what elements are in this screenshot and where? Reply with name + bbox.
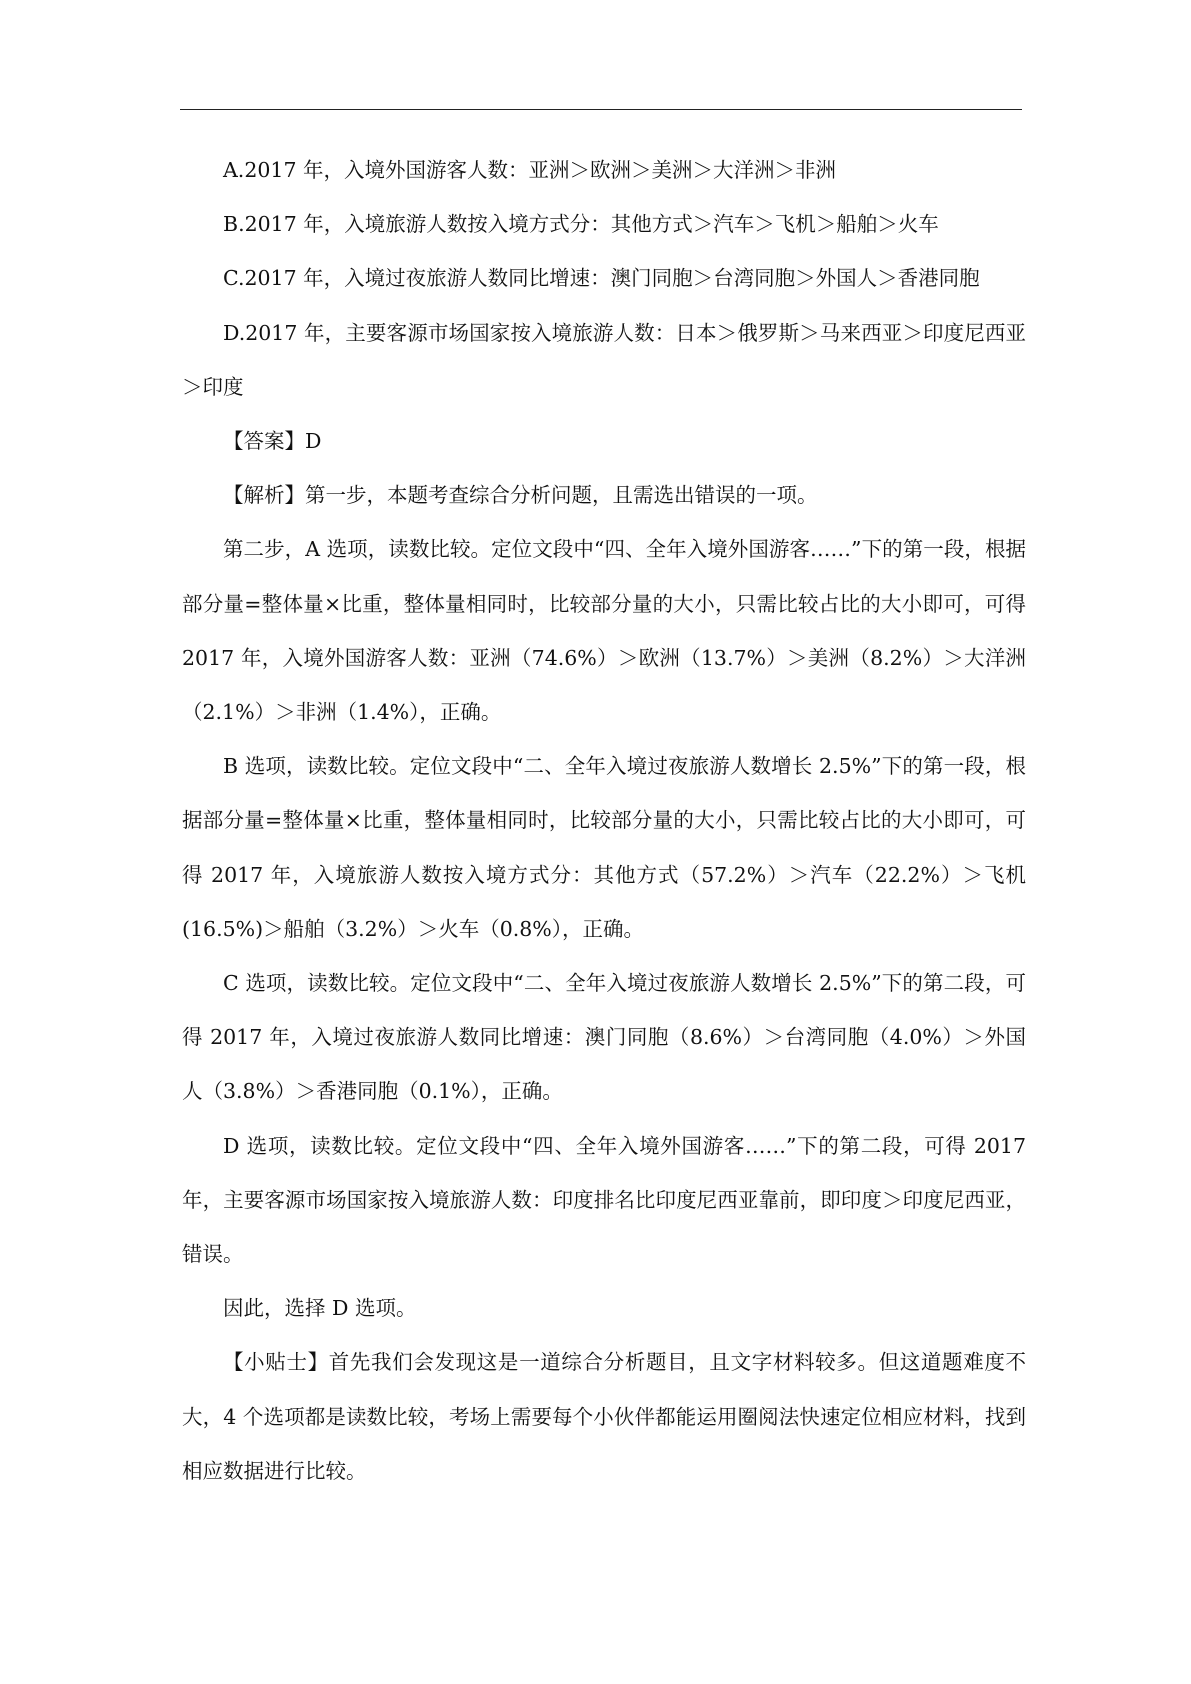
analysis-option-c: C 选项，读数比较。定位文段中“二、全年入境过夜旅游人数增长 2.5%”下的第二段，可得 2017 年，入境过夜旅游人数同比增速：澳门同胞（8.6%）＞台湾同胞（4.0%）＞外国人（3.8%）＞香港同胞（0.1%），正确。: [182, 971, 1026, 1104]
document-body: [182, 143, 1026, 1498]
analysis-conclusion: 因此，选择 D 选项。: [223, 1296, 417, 1321]
answer: 【答案】D: [223, 429, 322, 454]
analysis-option-d: D 选项，读数比较。定位文段中“四、全年入境外国游客……”下的第二段，可得 2017 年，主要客源市场国家按入境旅游人数：印度排名比印度尼西亚靠前，即印度＞印度尼西亚，错误。: [182, 1133, 1026, 1267]
option-b: B.2017 年，入境旅游人数按入境方式分：其他方式＞汽车＞飞机＞船舶＞火车: [223, 212, 939, 237]
tip: 【小贴士】首先我们会发现这是一道综合分析题目，且文字材料较多。但这道题难度不大，4 个选项都是读数比较，考场上需要每个小伙伴都能运用圈阅法快速定位相应材料，找到相应数据进行比较。: [182, 1350, 1026, 1483]
option-d: D.2017 年，主要客源市场国家按入境旅游人数：日本＞俄罗斯＞马来西亚＞印度尼西亚＞印度: [182, 320, 1026, 399]
header-rule: [180, 109, 1022, 110]
option-a: A.2017 年，入境外国游客人数：亚洲＞欧洲＞美洲＞大洋洲＞非洲: [223, 158, 837, 182]
option-c: C.2017 年，入境过夜旅游人数同比增速：澳门同胞＞台湾同胞＞外国人＞香港同胞: [223, 266, 980, 291]
analysis-step1: 【解析】第一步，本题考查综合分析问题，且需选出错误的一项。: [223, 483, 818, 508]
analysis-option-b: B 选项，读数比较。定位文段中“二、全年入境过夜旅游人数增长 2.5%”下的第一段，根据部分量=整体量×比重，整体量相同时，比较部分量的大小，只需比较占比的大小即可，可得 2017 年，入境旅游人数按入境方式分：其他方式（57.2%）＞汽车（22.2%）＞飞机(16.5%)＞船舶（3.2%）＞火车（0.8%），正确。: [182, 754, 1026, 941]
analysis-option-a: 第二步，A 选项，读数比较。定位文段中“四、全年入境外国游客……”下的第一段，根据部分量=整体量×比重，整体量相同时，比较部分量的大小，只需比较占比的大小即可，可得 2017 年，入境外国游客人数：亚洲（74.6%）＞欧洲（13.7%）＞美洲（8.2%）＞大洋洲（2.1%）＞非洲（1.4%），正确。: [182, 537, 1026, 725]
